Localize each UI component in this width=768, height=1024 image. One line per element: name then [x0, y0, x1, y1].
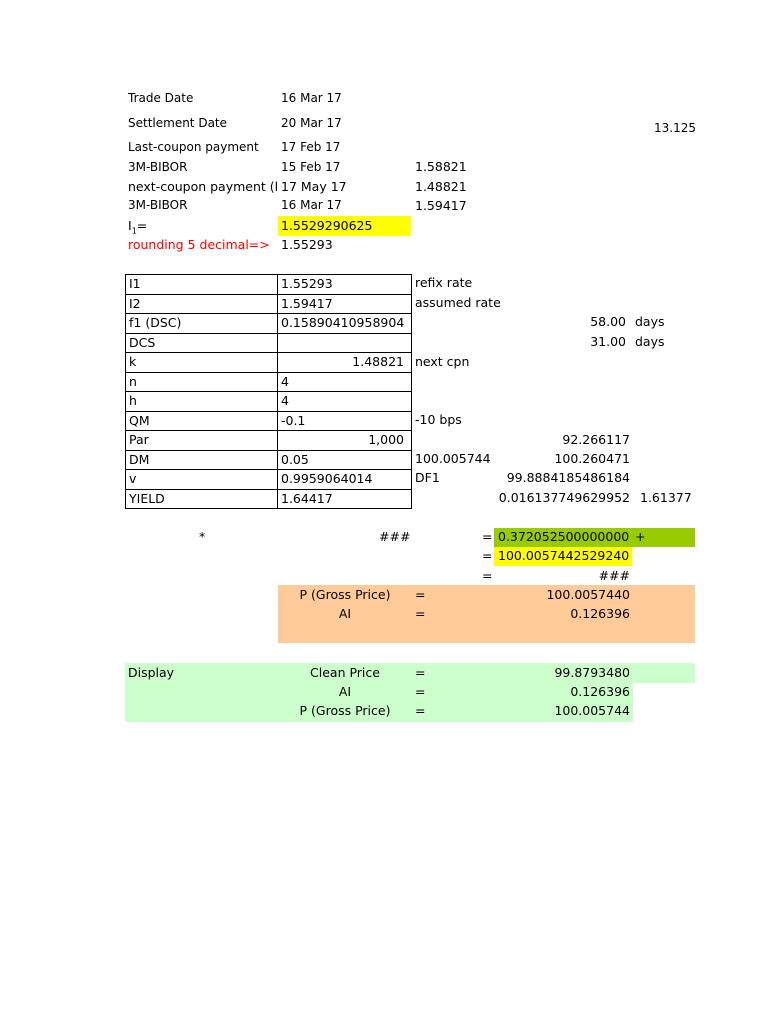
param-label-cell: n: [125, 372, 278, 393]
param-value-cell: 0.15890410958904: [277, 313, 412, 334]
clean-price-equals: =: [415, 665, 426, 680]
v-right: 99.8884185486184: [506, 470, 630, 485]
equals-2: =: [482, 548, 493, 563]
display-gross-label: P (Gross Price): [299, 703, 391, 718]
param-label-cell: f1 (DSC): [125, 313, 278, 334]
bibor1-date: 15 Feb 17: [281, 160, 341, 174]
assumed-rate-note: assumed rate: [415, 295, 501, 310]
param-value-cell: -0.1: [277, 411, 412, 432]
display-gross-equals: =: [415, 703, 426, 718]
days1-unit: days: [635, 314, 665, 329]
next-coupon-label: next-coupon payment (l: [128, 179, 278, 194]
equals-3: =: [482, 568, 493, 583]
gross-price-value: 100.0057440: [546, 587, 630, 602]
param-value-cell: 4: [277, 372, 412, 393]
equals-1: =: [482, 529, 493, 544]
param-label-cell: QM: [125, 411, 278, 432]
hash-overflow-2: ###: [598, 568, 630, 583]
rounding-label: rounding 5 decimal=>: [128, 237, 270, 252]
next-coupon-rate: 1.48821: [415, 179, 467, 194]
rounding-value: 1.55293: [281, 237, 333, 252]
yield-far: 1.61377: [640, 490, 692, 505]
settlement-date-label: Settlement Date: [128, 116, 228, 130]
next-coupon-value: 17 May 17: [281, 179, 347, 194]
param-label-cell: DCS: [125, 333, 278, 354]
gross-price-equals: =: [415, 587, 426, 602]
par-right: 92.266117: [562, 432, 630, 447]
i1-equals: =: [136, 218, 148, 233]
yield-right: 0.016137749629952: [498, 490, 630, 505]
dm-mid: 100.005744: [415, 451, 491, 466]
trade-date-label: Trade Date: [128, 91, 194, 105]
qm-note: -10 bps: [415, 412, 462, 427]
calc-value-2: 100.0057442529240: [498, 548, 630, 563]
param-label-cell: I1: [125, 274, 278, 295]
accrued-interest-equals: =: [415, 606, 426, 621]
bibor2-date: 16 Mar 17: [281, 198, 342, 212]
param-label-cell: DM: [125, 450, 278, 471]
last-coupon-label: Last-coupon payment: [128, 140, 259, 154]
clean-price-value: 99.8793480: [554, 665, 630, 680]
display-ai-label: AI: [338, 684, 352, 699]
i1-value: 1.5529290625: [281, 218, 373, 233]
top-right-value: 13.125: [654, 121, 696, 135]
param-value-cell: 1.64417: [277, 489, 412, 510]
accrued-interest-label: AI: [338, 606, 352, 621]
param-value-cell: 1.59417: [277, 294, 412, 315]
trade-date-value: 16 Mar 17: [281, 91, 342, 105]
param-label-cell: YIELD: [125, 489, 278, 510]
bibor2-label: 3M-BIBOR: [128, 198, 188, 212]
param-label-cell: h: [125, 391, 278, 412]
plus-sign: +: [635, 529, 646, 544]
v-mid: DF1: [415, 470, 440, 485]
display-ai-equals: =: [415, 684, 426, 699]
display-title: Display: [128, 665, 175, 680]
i1-letter: I: [128, 218, 132, 233]
hash-overflow-1: ###: [379, 529, 411, 544]
param-value-cell: 0.05: [277, 450, 412, 471]
days1-value: 58.00: [590, 314, 626, 329]
last-coupon-value: 17 Feb 17: [281, 140, 341, 154]
next-cpn-note: next cpn: [415, 354, 470, 369]
days2-value: 31.00: [590, 334, 626, 349]
param-value-cell: [277, 333, 412, 354]
param-value-cell: 1,000: [277, 430, 412, 451]
param-label-cell: v: [125, 469, 278, 490]
param-value-cell: 1.55293: [277, 274, 412, 295]
clean-price-label: Clean Price: [310, 665, 380, 680]
days2-unit: days: [635, 334, 665, 349]
dm-right: 100.260471: [554, 451, 630, 466]
i1-label: [128, 217, 147, 235]
gross-price-label: P (Gross Price): [299, 587, 391, 602]
bibor1-rate: 1.58821: [415, 159, 467, 174]
display-gross-value: 100.005744: [554, 703, 630, 718]
param-value-cell: 4: [277, 391, 412, 412]
star-symbol: *: [199, 529, 206, 544]
param-value-cell: 1.48821: [277, 352, 412, 373]
bibor1-label: 3M-BIBOR: [128, 160, 188, 174]
refix-rate-note: refix rate: [415, 275, 473, 290]
param-label-cell: Par: [125, 430, 278, 451]
display-ai-value: 0.126396: [570, 684, 630, 699]
param-value-cell: 0.9959064014: [277, 469, 412, 490]
accrued-interest-value: 0.126396: [570, 606, 630, 621]
bibor2-rate: 1.59417: [415, 198, 467, 213]
param-label-cell: I2: [125, 294, 278, 315]
calc-value-1: 0.372052500000000: [498, 529, 630, 544]
settlement-date-value: 20 Mar 17: [281, 116, 342, 130]
param-label-cell: k: [125, 352, 278, 373]
i1-subscript: 1: [131, 226, 137, 236]
